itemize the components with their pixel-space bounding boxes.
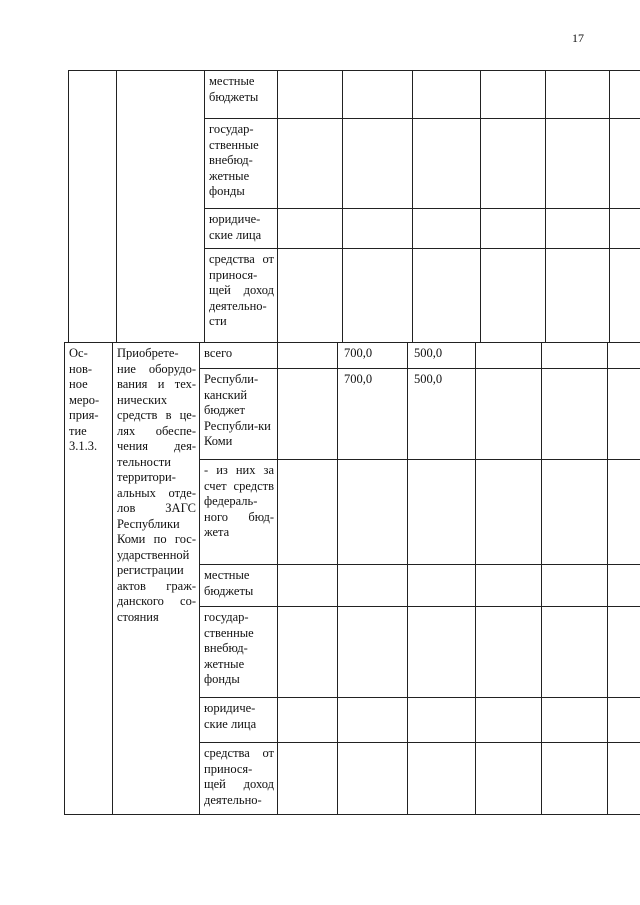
value-cell — [546, 71, 610, 119]
source-cell: государ-ственные внебюд-жетные фонды — [200, 607, 278, 698]
activity-label-cell — [69, 71, 117, 343]
value-cell — [278, 343, 338, 369]
value-cell — [481, 249, 546, 343]
value-cell — [338, 565, 408, 607]
value-cell — [610, 71, 640, 119]
value-cell — [408, 565, 476, 607]
value-cell — [343, 71, 413, 119]
source-cell: местные бюджеты — [200, 565, 278, 607]
value-cell — [608, 743, 640, 815]
value-cell — [476, 743, 542, 815]
value-cell — [542, 607, 608, 698]
value-cell — [413, 119, 481, 209]
value-cell — [542, 343, 608, 369]
value-cell — [476, 698, 542, 743]
value-cell — [542, 369, 608, 460]
value-cell — [278, 249, 343, 343]
table-row — [69, 71, 640, 119]
value-cell — [343, 249, 413, 343]
value-cell — [278, 209, 343, 249]
value-cell — [278, 119, 343, 209]
source-cell: средства от принося-щей доход деятельно- — [200, 743, 278, 815]
value-cell: 700,0 — [338, 369, 408, 460]
value-cell — [608, 460, 640, 565]
value-cell — [408, 607, 476, 698]
table-row — [65, 343, 640, 369]
value-cell — [546, 119, 610, 209]
value-cell — [413, 209, 481, 249]
value-cell: 500,0 — [408, 343, 476, 369]
value-cell — [278, 743, 338, 815]
value-cell — [610, 249, 640, 343]
value-cell — [608, 369, 640, 460]
activity-name-cell: Приобрете-ние оборудо-вания и тех-нических средств в це-лях обеспе-чения дея-тельности территори-альных отде-лов ЗАГС Республики Коми по гос-ударственной регистрации актов граж-данского со-стояния — [113, 343, 200, 815]
value-cell — [408, 743, 476, 815]
value-cell — [338, 607, 408, 698]
value-cell — [278, 369, 338, 460]
funding-table-activity — [64, 342, 640, 815]
value-cell — [481, 71, 546, 119]
value-cell — [476, 565, 542, 607]
source-cell: государ-ственные внебюд-жетные фонды — [205, 119, 278, 209]
value-cell — [608, 607, 640, 698]
value-cell — [542, 565, 608, 607]
value-cell — [542, 698, 608, 743]
value-cell — [542, 460, 608, 565]
source-cell: юридиче-ские лица — [205, 209, 278, 249]
value-cell — [408, 698, 476, 743]
value-cell — [608, 343, 640, 369]
value-cell — [278, 71, 343, 119]
source-cell: юридиче-ские лица — [200, 698, 278, 743]
value-cell — [476, 607, 542, 698]
value-cell — [338, 743, 408, 815]
value-cell — [476, 343, 542, 369]
value-cell — [278, 460, 338, 565]
activity-label-cell: Ос-нов-ное меро-прия-тие 3.1.3. — [65, 343, 113, 815]
value-cell — [608, 565, 640, 607]
value-cell — [413, 249, 481, 343]
source-cell: местные бюджеты — [205, 71, 278, 119]
value-cell — [476, 369, 542, 460]
value-cell — [610, 119, 640, 209]
value-cell — [481, 119, 546, 209]
source-cell: средства от принося-щей доход деятельно-сти — [205, 249, 278, 343]
source-cell: Республи-канский бюджет Республи-ки Коми — [200, 369, 278, 460]
value-cell — [278, 698, 338, 743]
value-cell — [542, 743, 608, 815]
value-cell — [343, 119, 413, 209]
activity-name-cell — [117, 71, 205, 343]
value-cell — [278, 565, 338, 607]
value-cell — [413, 71, 481, 119]
value-cell: 500,0 — [408, 369, 476, 460]
value-cell: 700,0 — [338, 343, 408, 369]
value-cell — [278, 607, 338, 698]
value-cell — [610, 209, 640, 249]
source-cell: всего — [200, 343, 278, 369]
value-cell — [343, 209, 413, 249]
value-cell — [608, 698, 640, 743]
page-number: 17 — [572, 31, 584, 45]
source-cell: - из них за счет средств федераль-ного бюд-жета — [200, 460, 278, 565]
value-cell — [408, 460, 476, 565]
value-cell — [546, 209, 610, 249]
funding-table-continued — [68, 70, 640, 343]
value-cell — [338, 460, 408, 565]
value-cell — [338, 698, 408, 743]
value-cell — [476, 460, 542, 565]
value-cell — [546, 249, 610, 343]
value-cell — [481, 209, 546, 249]
